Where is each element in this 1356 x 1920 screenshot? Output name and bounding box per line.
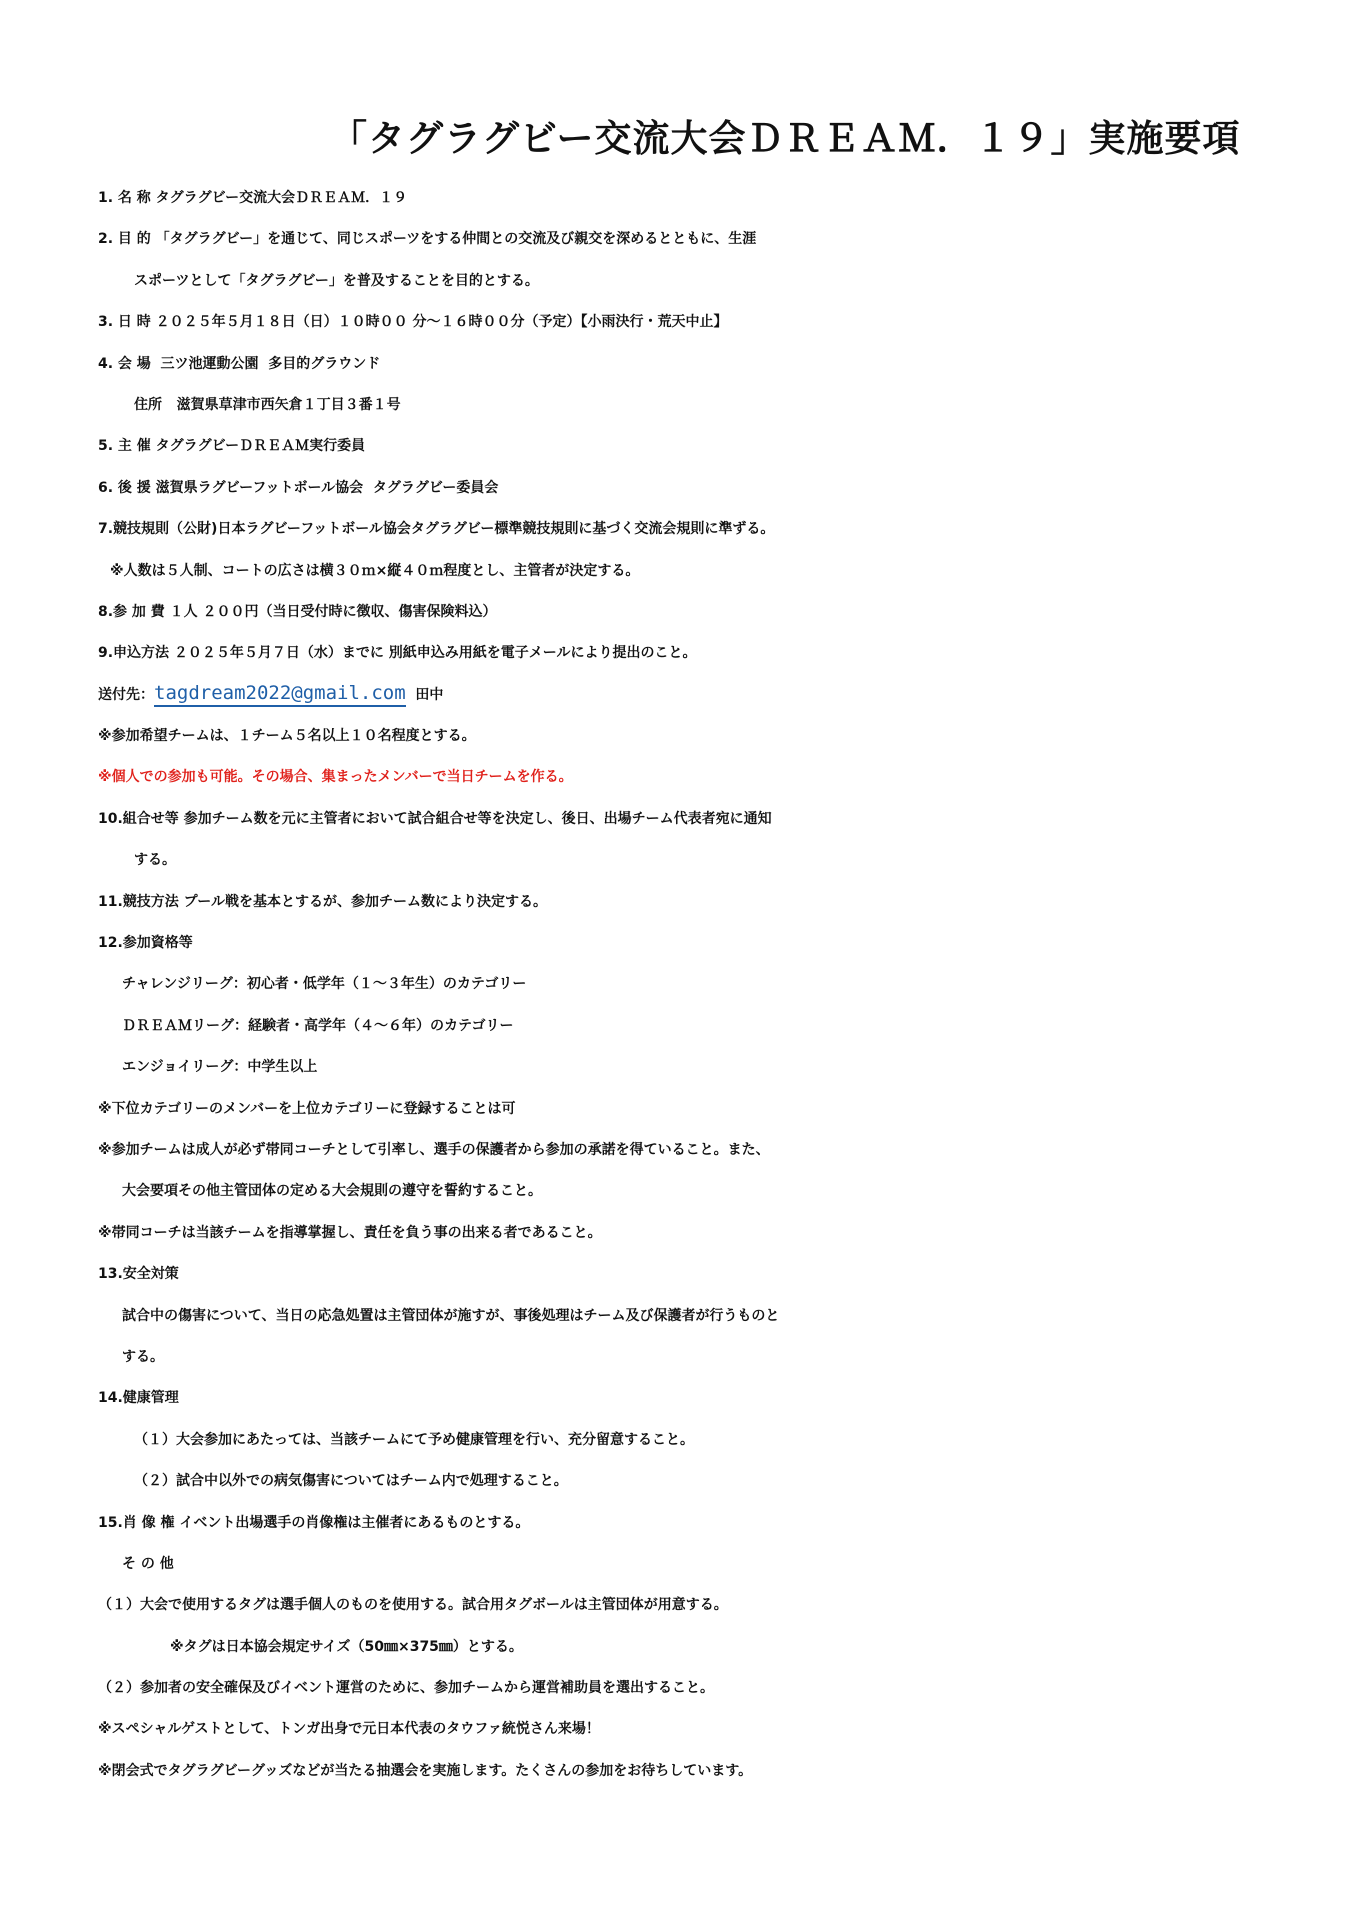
document-line: ※人数は５人制、コートの広さは横３０ｍ×縦４０ｍ程度とし、主管者が決定する。 — [110, 562, 640, 579]
document-title: 「タグラグビー交流大会ＤＲＥＡＭ．１９」実施要項 — [330, 117, 1241, 160]
document-line: 1. 名 称 タグラグビー交流大会ＤＲＥＡＭ．１９ — [98, 190, 408, 206]
document-line: ※参加チームは成人が必ず帯同コーチとして引率し、選手の保護者から参加の承諾を得ていること。また、 — [98, 1141, 770, 1158]
document-line: チャレンジリーグ：初心者・低学年（１～３年生）のカテゴリー — [122, 976, 527, 993]
document-line: ※個人での参加も可能。その場合、集まったメンバーで当日チームを作る。 — [98, 769, 573, 786]
document-line: ※参加希望チームは、１チーム５名以上１０名程度とする。 — [98, 728, 476, 745]
document-line: する。 — [134, 852, 176, 869]
document-line — [0, 675, 1356, 716]
document-line: 12.参加資格等 — [98, 935, 193, 952]
document-line: そ の 他 — [122, 1555, 174, 1572]
document-line: 15.肖 像 権 イベント出場選手の肖像権は主催者にあるものとする。 — [98, 1514, 530, 1531]
document-line: 7.競技規則（公財)日本ラグビーフットボール協会タグラグビー標準競技規則に基づく交流会規則に準ずる。 — [98, 521, 775, 538]
document-line: 住所 滋賀県草津市西矢倉１丁目３番１号 — [134, 396, 401, 413]
document-line: 大会要項その他主管団体の定める大会規則の遵守を誓約すること。 — [122, 1183, 542, 1200]
document-line: スポーツとして「タグラグビー」を普及することを目的とする。 — [134, 272, 539, 289]
document-line: 2. 目 的 「タグラグビー」を通じて、同じスポーツをする仲間との交流及び親交を深めるとともに、生涯 — [98, 231, 757, 248]
document-line: （１）大会参加にあたっては、当該チームにて予め健康管理を行い、充分留意すること。 — [134, 1431, 694, 1448]
email-link[interactable]: tagdream2022@gmail.com — [154, 682, 406, 707]
document-line: 5. 主 催 タグラグビーＤＲＥＡＭ実行委員 — [98, 438, 366, 455]
document-line: 3. 日 時 ２０２５年５月１８日（日）１０時００ 分～１６時００分（予定）【小雨決行・荒天中止】 — [98, 314, 728, 331]
document-line: ※下位カテゴリーのメンバーを上位カテゴリーに登録することは可 — [98, 1100, 516, 1117]
document-line: 11.競技方法 プール戦を基本とするが、参加チーム数により決定する。 — [98, 893, 547, 910]
document-line: 6. 後 援 滋賀県ラグビーフットボール協会 タグラグビー委員会 — [98, 479, 499, 496]
document-line: 4. 会 場 三ツ池運動公園 多目的グラウンド — [98, 355, 381, 372]
document-line: 14.健康管理 — [98, 1390, 179, 1407]
document-line: ※閉会式でタグラグビーグッズなどが当たる抽選会を実施します。たくさんの参加をお待ちしています。 — [98, 1762, 753, 1779]
document-line: ※スペシャルゲストとして、トンガ出身で元日本代表のタウファ統悦さん来場！ — [98, 1721, 600, 1738]
document-line: 9.申込方法 ２０２５年５月７日（水）までに 別紙申込み用紙を電子メールにより提出のこと。 — [98, 645, 697, 662]
document-body — [0, 178, 1356, 1792]
document-line: ＤＲＥＡＭリーグ：経験者・高学年（４～６年）のカテゴリー — [122, 1017, 514, 1034]
recipient-name: 田中 — [405, 686, 444, 703]
document-line: （１）大会で使用するタグは選手個人のものを使用する。試合用タグボールは主管団体が用意する。 — [98, 1597, 728, 1614]
document-line: （２）参加者の安全確保及びイベント運営のために、参加チームから運営補助員を選出すること。 — [98, 1680, 714, 1697]
document-line: （２）試合中以外での病気傷害についてはチーム内で処理すること。 — [134, 1473, 568, 1490]
document-line: する。 — [122, 1348, 164, 1365]
document-line: 試合中の傷害について、当日の応急処置は主管団体が施すが、事後処理はチーム及び保護者が行うものと — [122, 1307, 780, 1324]
document-line: エンジョイリーグ：中学生以上 — [122, 1059, 318, 1076]
document-line: 8.参 加 費 １人 ２００円（当日受付時に徴収、傷害保険料込） — [98, 603, 497, 620]
document-line: ※タグは日本協会規定サイズ（50㎜×375㎜）とする。 — [170, 1638, 523, 1655]
document-line: 10.組合せ等 参加チーム数を元に主管者において試合組合せ等を決定し、後日、出場チーム代表者宛に通知 — [98, 810, 772, 827]
document-line: 13.安全対策 — [98, 1266, 179, 1283]
document-line: ※帯同コーチは当該チームを指導掌握し、責任を負う事の出来る者であること。 — [98, 1224, 602, 1241]
recipient-label: 送付先： — [98, 686, 154, 703]
